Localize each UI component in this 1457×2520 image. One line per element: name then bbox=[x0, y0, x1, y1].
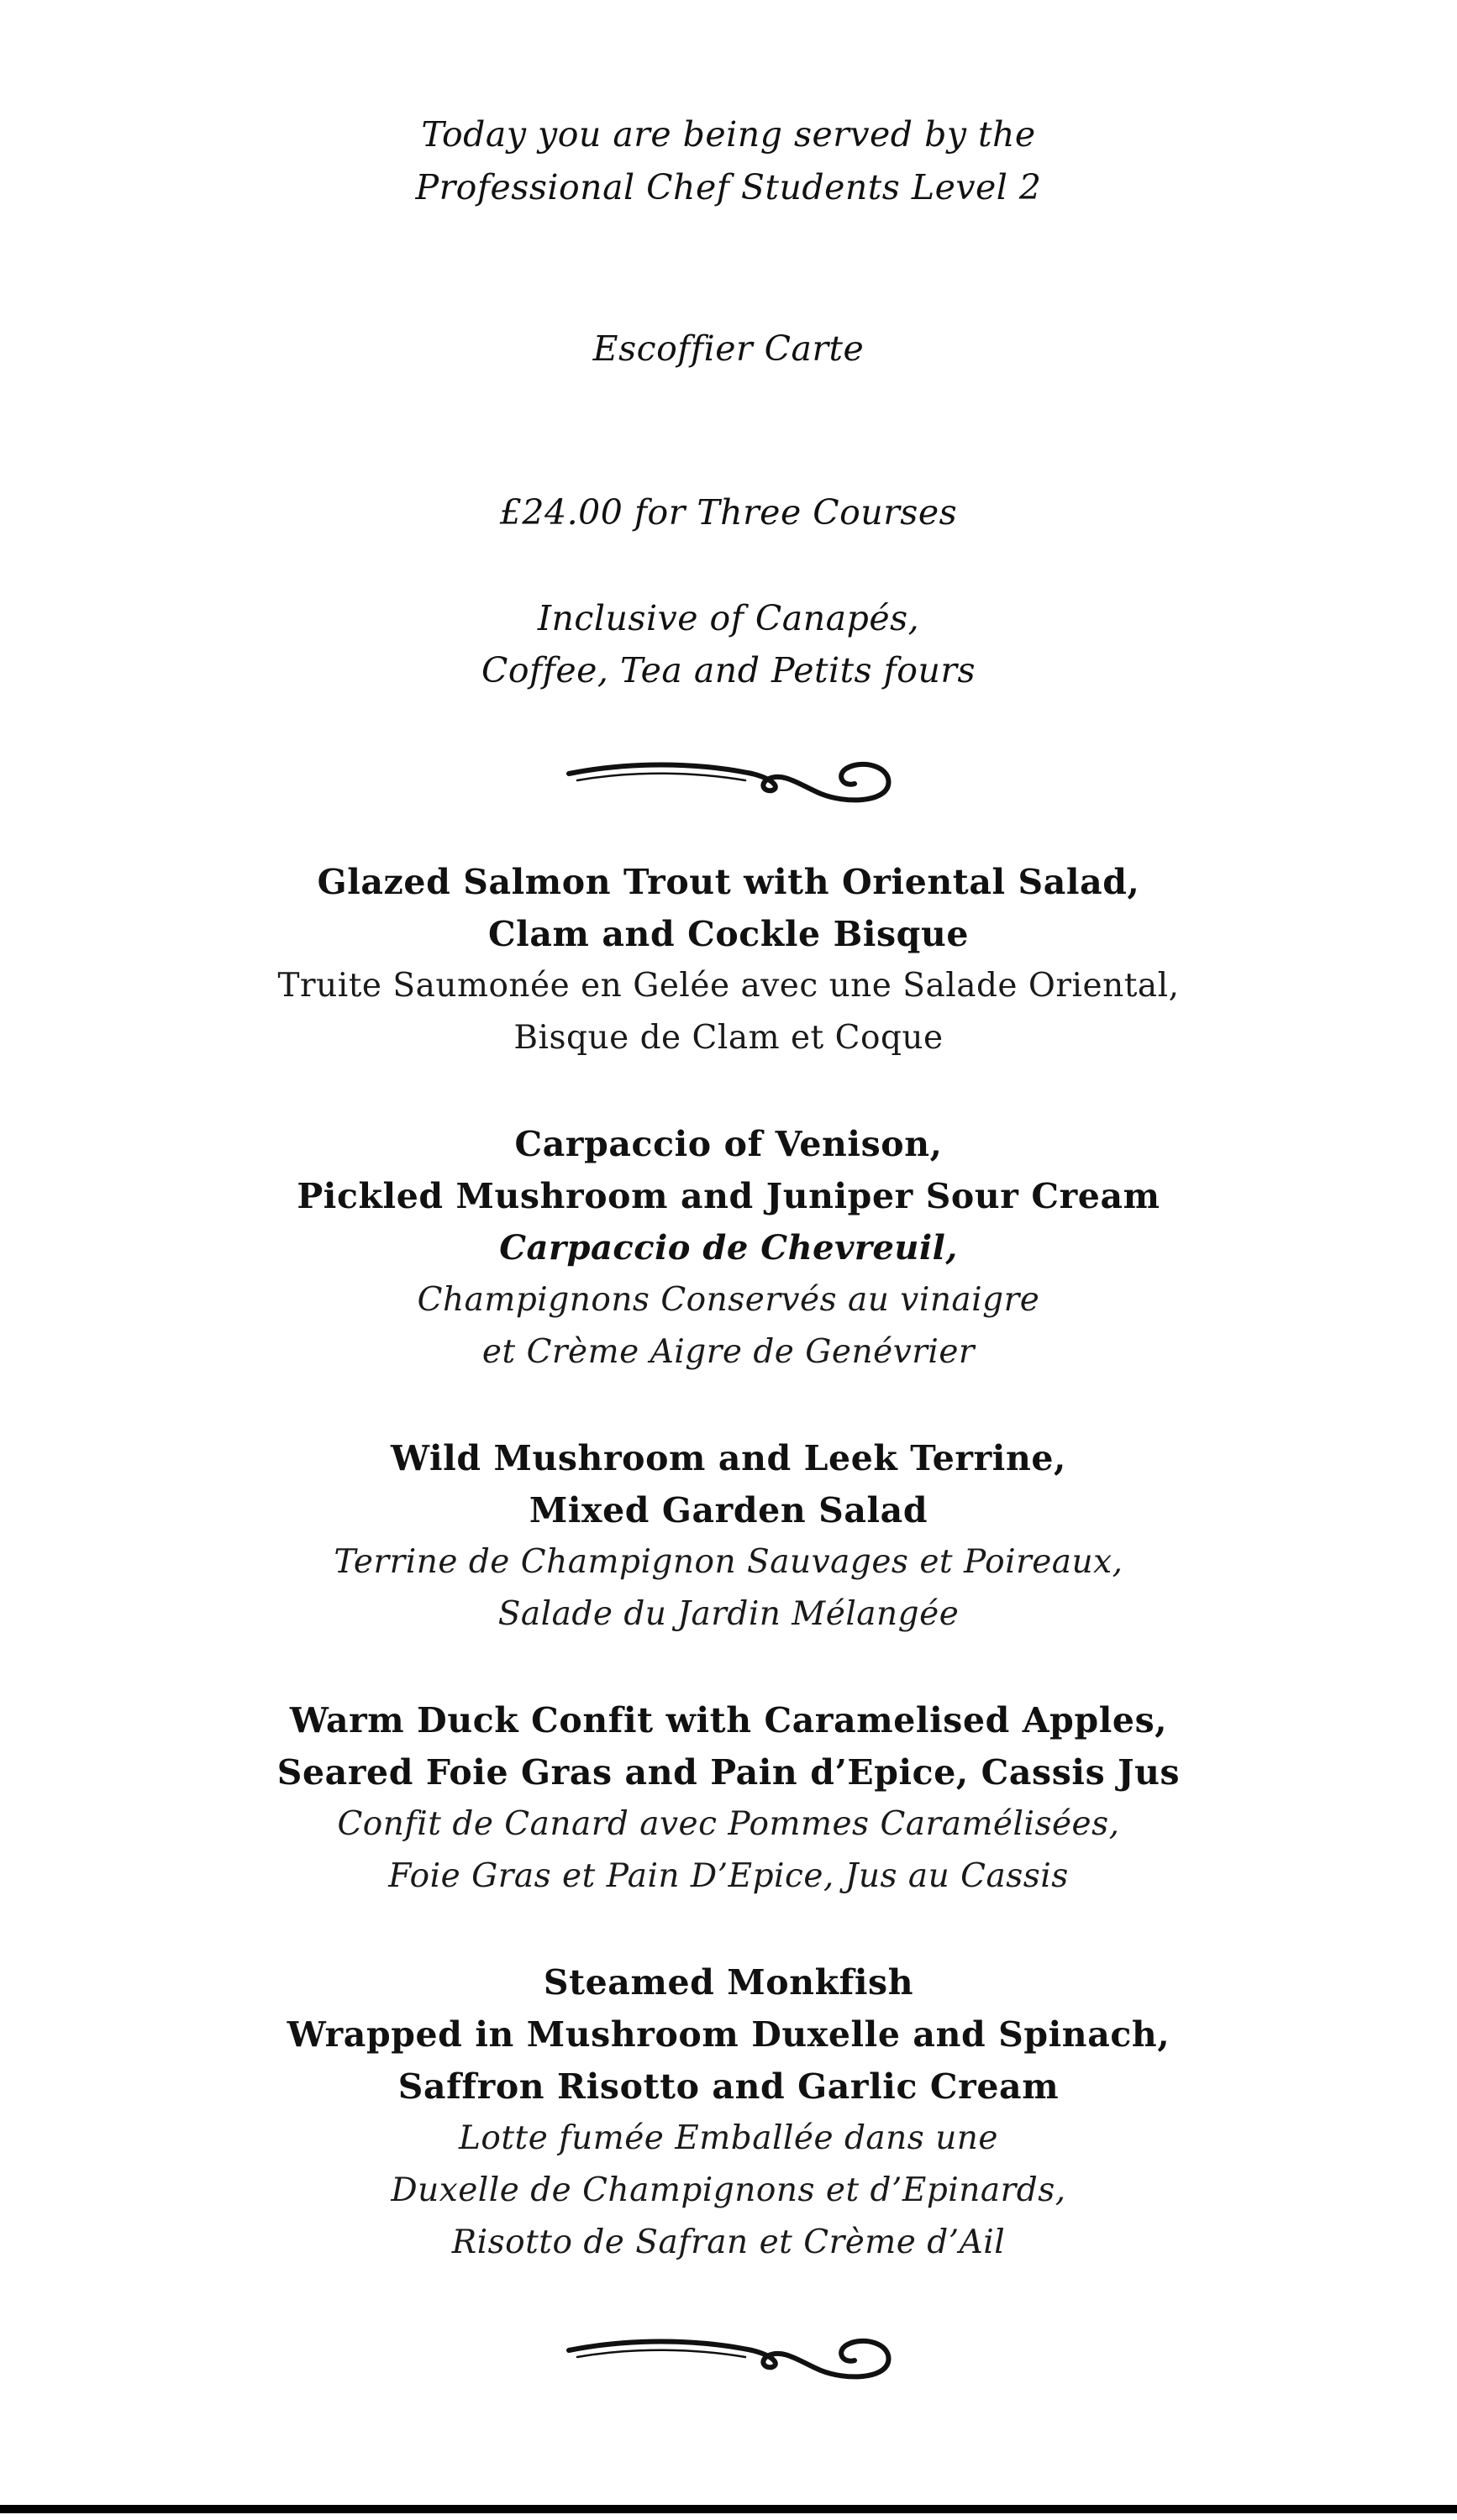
dish-2-english-line-1: Carpaccio of Venison, bbox=[514, 1124, 943, 1164]
dish-3-english-line-1: Wild Mushroom and Leek Terrine, bbox=[391, 1438, 1066, 1478]
bottom-flourish bbox=[0, 2320, 1457, 2396]
dish-5-french-line-1: Lotte fumée Emballée dans une bbox=[458, 2119, 999, 2157]
swash-flourish-icon bbox=[552, 743, 905, 819]
dish-5-english-line-1: Steamed Monkfish bbox=[543, 1962, 914, 2003]
price-line: £24.00 for Three Courses bbox=[499, 492, 958, 533]
swash-flourish-icon bbox=[552, 2320, 905, 2396]
dish-5-english-line-2: Wrapped in Mushroom Duxelle and Spinach, bbox=[287, 2014, 1170, 2055]
dish-1-french-line-2: Bisque de Clam et Coque bbox=[513, 1019, 944, 1057]
dish-3-english-line-2: Mixed Garden Salad bbox=[529, 1490, 928, 1530]
dish-5-french-line-3: Risotto de Safran et Crème d’Ail bbox=[451, 2223, 1006, 2261]
dish-4-french-line-1: Confit de Canard avec Pommes Caramélisées, bbox=[337, 1805, 1120, 1843]
inclusive-line-1: Inclusive of Canapés, bbox=[537, 598, 920, 638]
dish-5-french-line-2: Duxelle de Champignons et d’Epinards, bbox=[391, 2171, 1066, 2209]
inclusive-line-2: Coffee, Tea and Petits fours bbox=[481, 650, 976, 690]
dish-2-english-line-2: Pickled Mushroom and Juniper Sour Cream bbox=[297, 1176, 1160, 1216]
dish-1-english-line-1: Glazed Salmon Trout with Oriental Salad, bbox=[317, 862, 1140, 902]
dish-1-french-line-1: Truite Saumonée en Gelée avec une Salade Oriental, bbox=[277, 967, 1180, 1005]
dish-4-english-line-2: Seared Foie Gras and Pain d’Epice, Cassis Jus bbox=[276, 1752, 1181, 1793]
dish-5-english-line-3: Saffron Risotto and Garlic Cream bbox=[397, 2066, 1060, 2107]
intro-line-2: Professional Chef Students Level 2 bbox=[415, 167, 1042, 207]
menu-title: Escoffier Carte bbox=[592, 328, 865, 369]
intro-line-1: Today you are being served by the bbox=[421, 114, 1036, 155]
dish-1-english-line-2: Clam and Cockle Bisque bbox=[487, 914, 970, 954]
top-flourish bbox=[0, 743, 1457, 819]
dish-4-french-line-2: Foie Gras et Pain D’Epice, Jus au Cassis bbox=[388, 1857, 1069, 1895]
dish-2-french-line-1: Carpaccio de Chevreuil, bbox=[499, 1228, 958, 1268]
dish-3-french-line-1: Terrine de Champignon Sauvages et Poireaux, bbox=[334, 1543, 1123, 1581]
bottom-edge-rule bbox=[0, 2505, 1457, 2513]
dish-3-french-line-2: Salade du Jardin Mélangée bbox=[497, 1595, 960, 1633]
dish-2-french-line-2: Champignons Conservés au vinaigre bbox=[417, 1281, 1040, 1319]
dish-2-french-line-3: et Crème Aigre de Genévrier bbox=[481, 1333, 976, 1371]
dish-4-english-line-1: Warm Duck Confit with Caramelised Apples, bbox=[289, 1700, 1168, 1740]
